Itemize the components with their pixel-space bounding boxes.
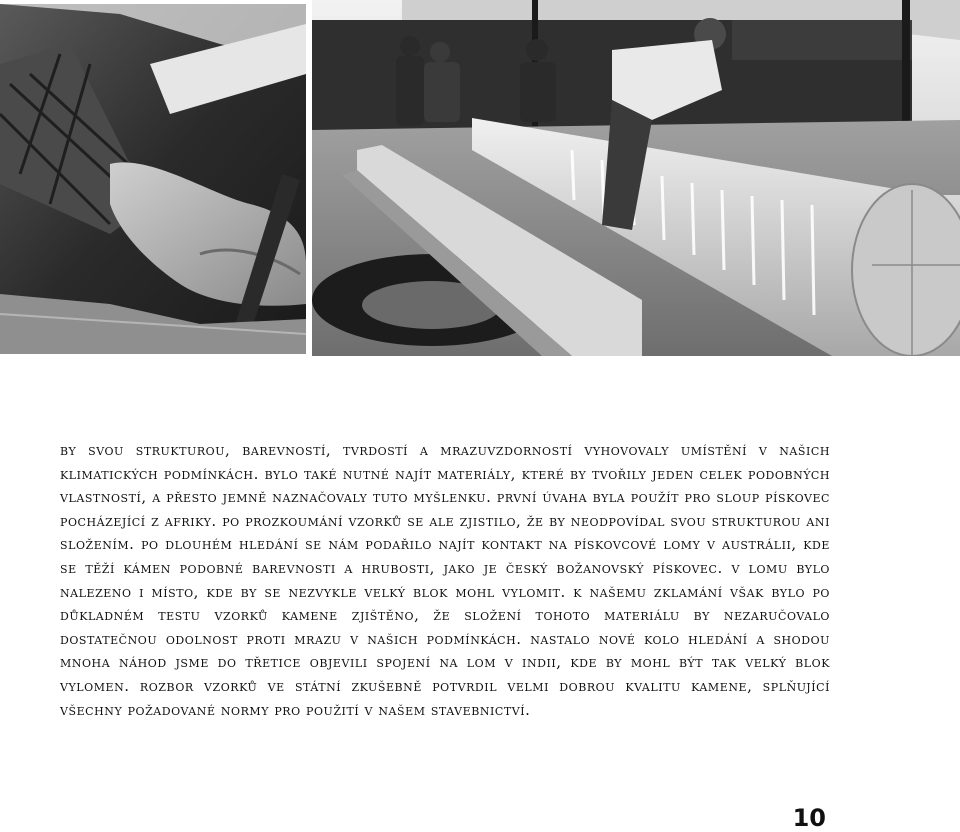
workshop-column-image — [312, 0, 960, 356]
page-number: 10 — [792, 804, 826, 832]
hands-chisel-photo — [0, 4, 306, 354]
workshop-column-photo — [312, 0, 960, 356]
hands-chisel-image — [0, 4, 306, 354]
article-body-text: by svou strukturou, barevností, tvrdostí a mrazuvzdorností vyhovovaly umístění v našich klimatických podmínkách. bylo také nutné najít materiály, které by tvořily jeden celek podobných vlastností, a přesto jemně naznačovaly tuto myšlenku. první úvaha byla použít pro sloup pískovec pocházející z afriky. po prozkoumání vzorků se ale zjistilo, že by neodpovídal svou strukturou ani složením. po dlouhém hledání se nám podařilo najít kontakt na pískovcové lomy v austrálii, kde se těží kámen podobné barevnosti a hrubosti, jako je český božanovský pískovec. v lomu bylo nalezeno i místo, kde by se nezvykle velký blok mohl vylomit. k našemu zklamání však bylo po důkladném testu vzorků kamene zjištěno, že složení tohoto materiálu by nezaručovalo dostatečnou odolnost proti mrazu v našich podmínkách. nastalo nové kolo hledání a shodou mnoha náhod jsme do třetice objevili spojení na lom v indii, kde by mohl být tak velký blok vylomen. rozbor vzorků ve státní zkušebně potvrdil velmi dobrou kvalitu kamene, splňující všechny požadované normy pro použití v našem stavebnictví. — [60, 441, 830, 719]
